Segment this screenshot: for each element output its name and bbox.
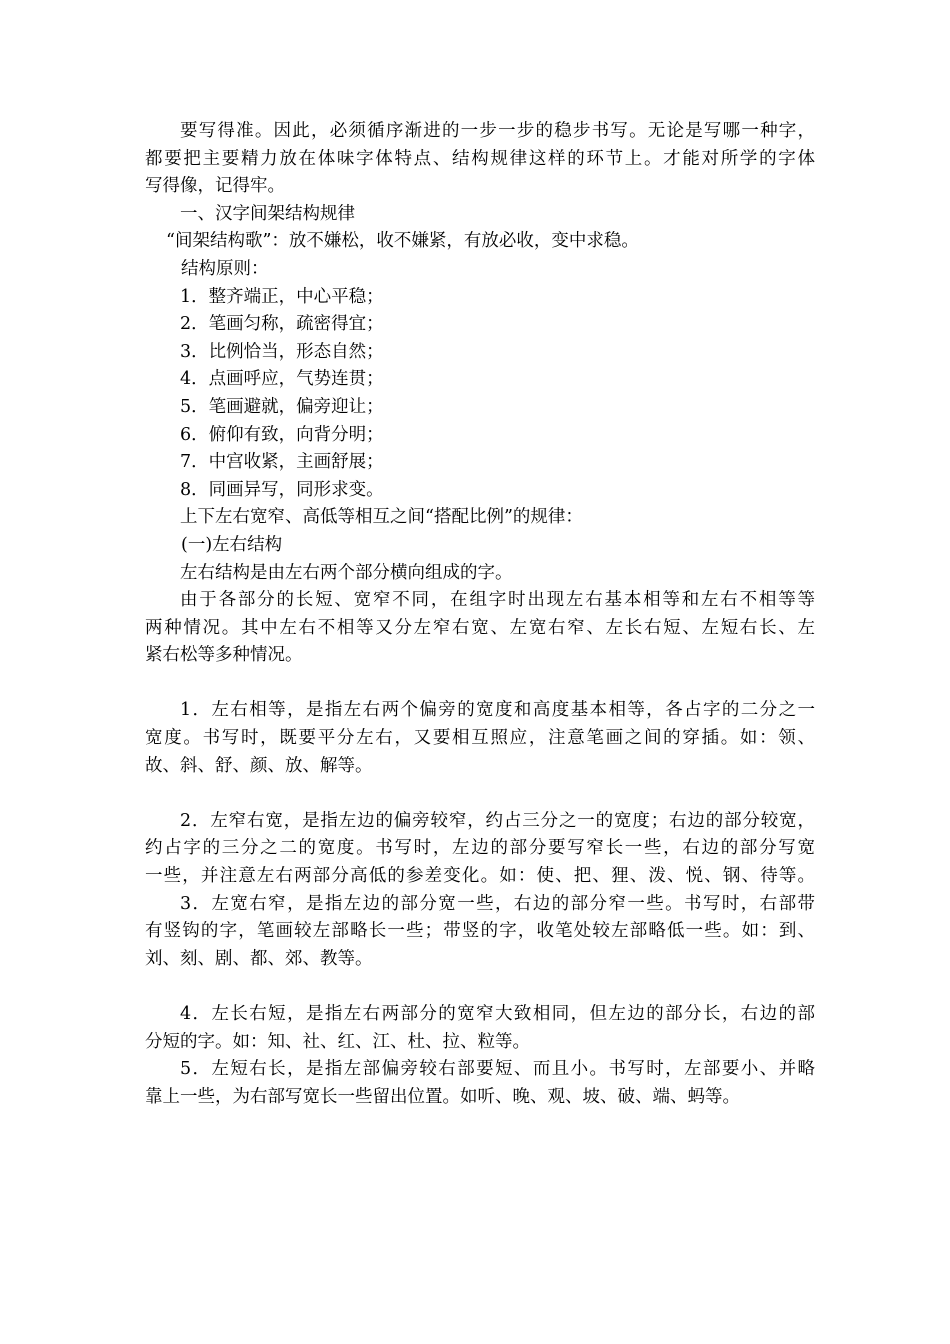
text-line: (一)左右结构 bbox=[181, 534, 283, 555]
text-line: 紧右松等多种情况。 bbox=[145, 645, 303, 666]
text-line: 分短的字。如：知、社、红、江、杜、拉、粒等。 bbox=[145, 1031, 530, 1052]
text-line: 5．左短右长，是指左部偏旁较右部要短、而且小。书写时，左部要小、并略 bbox=[180, 1059, 815, 1080]
text-line: 上下左右宽窄、高低等相互之间“搭配比例”的规律： bbox=[180, 507, 583, 528]
text-line: 1．左右相等，是指左右两个偏旁的宽度和高度基本相等，各占字的二分之一 bbox=[180, 700, 815, 721]
text-line: 靠上一些，为右部写宽长一些留出位置。如听、晚、观、坡、破、端、蚂等。 bbox=[145, 1086, 740, 1107]
text-line: 4．点画呼应，气势连贯； bbox=[180, 369, 384, 390]
blank-line bbox=[145, 670, 815, 698]
text-line: 一、汉字间架结构规律 bbox=[180, 203, 355, 224]
text-line: 有竖钩的字，笔画较左部略长一些；带竖的字，收笔处较左部略低一些。如：到、 bbox=[145, 921, 815, 942]
text-line: 3．左宽右窄，是指左边的部分宽一些，右边的部分窄一些。书写时，右部带 bbox=[180, 893, 815, 914]
text-line: 2．笔画匀称，疏密得宜； bbox=[180, 314, 384, 335]
text-line: 一些，并注意左右两部分高低的参差变化。如：使、把、狸、泼、悦、钢、待等。 bbox=[145, 866, 815, 887]
text-line: 要写得准。因此，必须循序渐进的一步一步的稳步书写。无论是写哪一种字， bbox=[180, 121, 815, 141]
text-line: 2．左窄右宽，是指左边的偏旁较窄，约占三分之一的宽度；右边的部分较宽， bbox=[180, 810, 815, 831]
text-line: 6．俯仰有致，向背分明； bbox=[180, 424, 384, 445]
text-line: 7．中宫收紧，主画舒展； bbox=[180, 452, 384, 473]
text-line: “间架结构歌”：放不嫌松，收不嫌紧，有放必收，变中求稳。 bbox=[166, 231, 639, 252]
text-line: 刘、刻、剧、都、郊、教等。 bbox=[145, 948, 373, 969]
text-line: 写得像，记得牢。 bbox=[145, 176, 285, 197]
text-line: 都要把主要精力放在体味字体特点、结构规律这样的环节上。才能对所学的字体 bbox=[145, 148, 815, 169]
text-line: 左右结构是由左右两个部分横向组成的字。 bbox=[180, 562, 513, 583]
text-line: 5．笔画避就，偏旁迎让； bbox=[180, 396, 384, 417]
text-line: 由于各部分的长短、宽窄不同，在组字时出现左右基本相等和左右不相等等 bbox=[180, 590, 815, 611]
text-line: 4．左长右短，是指左右两部分的宽窄大致相同，但左边的部分长，右边的部 bbox=[180, 1004, 815, 1024]
text-line: 8．同画异写，同形求变。 bbox=[180, 479, 384, 500]
text-line: 3．比例恰当，形态自然； bbox=[180, 341, 384, 362]
text-line: 宽度。书写时，既要平分左右，又要相互照应，注意笔画之间的穿插。如：领、 bbox=[145, 728, 815, 749]
text-line: 故、斜、舒、颜、放、解等。 bbox=[145, 755, 373, 776]
document-page bbox=[145, 118, 815, 1111]
text-line: 结构原则： bbox=[181, 258, 269, 279]
blank-line bbox=[145, 973, 815, 1001]
text-line: 约占字的三分之二的宽度。书写时，左边的部分要写窄长一些，右边的部分写宽 bbox=[145, 838, 815, 859]
blank-line bbox=[145, 780, 815, 808]
text-line: 1．整齐端正，中心平稳； bbox=[180, 286, 384, 307]
text-line: 两种情况。其中左右不相等又分左窄右宽、左宽右窄、左长右短、左短右长、左 bbox=[145, 617, 815, 638]
